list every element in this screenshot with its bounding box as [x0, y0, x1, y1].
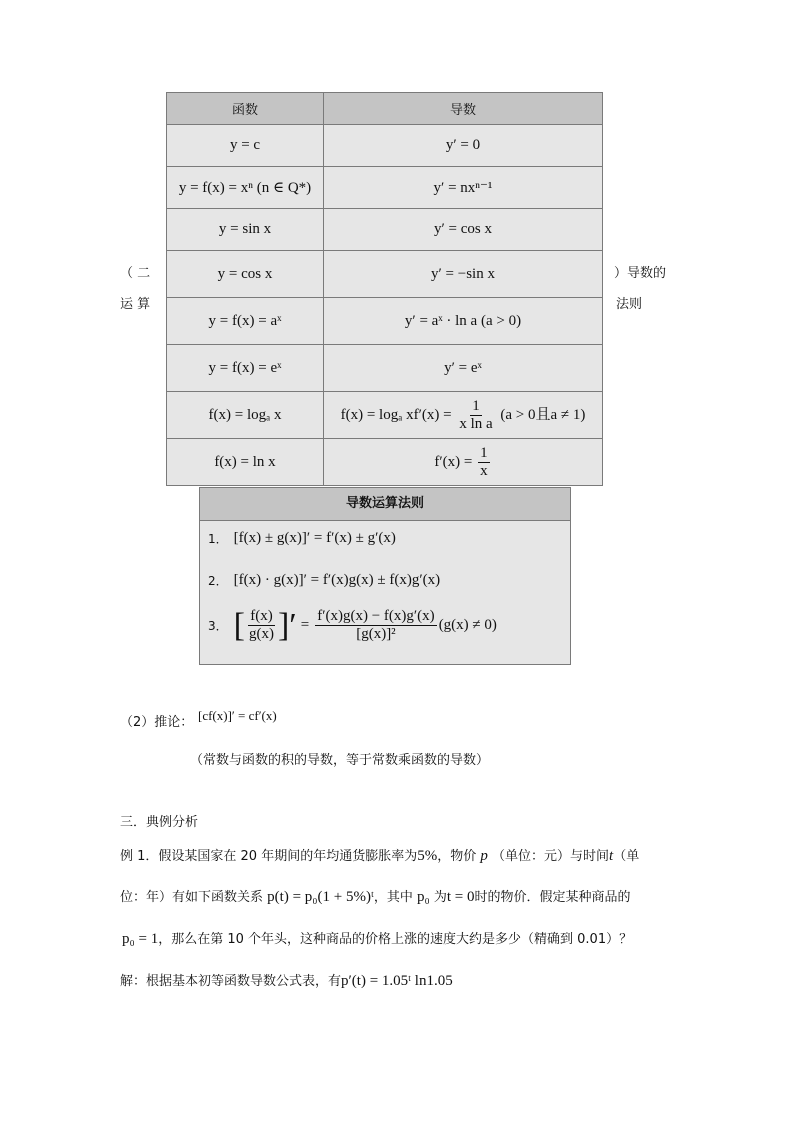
section-heading: 三．典例分析 — [120, 815, 199, 830]
function-cell: y = cos x — [167, 251, 324, 298]
corollary-expression: [cf(x)]′ = cf′(x) — [198, 708, 277, 723]
table-row — [167, 298, 603, 345]
derivative-fraction — [315, 608, 436, 643]
solution-line — [120, 970, 453, 990]
rule-expression: [f(x) ± g(x)]′ = f′(x) ± g′(x) — [233, 530, 396, 546]
header-derivative: 导数 — [324, 93, 603, 125]
derivative-formula-table — [166, 92, 603, 486]
example-text: ，那么在第 10 个年头，这种商品的价格上涨的速度大约是多少（精确到 0.01）？ — [158, 932, 633, 947]
derivative-cell: y′ = eˣ — [324, 345, 603, 392]
table-row — [167, 125, 603, 167]
example-line-2 — [120, 886, 631, 906]
fraction-numerator: 1 — [480, 444, 488, 461]
derivative-condition: (a > 0且a ≠ 1) — [500, 406, 586, 423]
fraction-denominator: g(x) — [248, 626, 274, 642]
example-line-1 — [120, 845, 639, 865]
initial-price-value: p₀ = 1 — [122, 931, 159, 947]
function-cell: f(x) = ln x — [167, 439, 324, 486]
derivative-cell — [324, 439, 603, 486]
derivative-prefix: f′(x) = — [434, 453, 473, 470]
left-bracket: [ — [233, 606, 245, 644]
derivative-rules-box — [199, 487, 571, 665]
price-symbol: p — [480, 848, 488, 864]
derivative-prefix: f(x) = logₐ xf′(x) = — [340, 406, 452, 423]
example-line-3 — [122, 928, 632, 948]
equals-sign: = — [300, 617, 310, 633]
rule-item — [208, 608, 497, 643]
example-text: 位：年）有如下函数关系 — [120, 890, 264, 905]
initial-price-symbol: p₀ — [416, 889, 430, 905]
derivative-cell: y′ = aˣ · ln a (a > 0) — [324, 298, 603, 345]
derivative-cell — [324, 392, 603, 439]
header-function: 函数 — [167, 93, 324, 125]
rule-number: 3． — [208, 619, 228, 633]
fraction-denominator: x — [480, 462, 488, 479]
fraction-denominator: x ln a — [459, 415, 493, 432]
example-text: ，物价 — [437, 849, 477, 864]
function-cell: y = sin x — [167, 209, 324, 251]
fraction — [457, 398, 494, 433]
rule-item — [208, 530, 396, 547]
solution-formula: p′(t) = 1.05ᵗ ln1.05 — [341, 973, 453, 989]
fraction-numerator: f′(x)g(x) − f(x)g′(x) — [317, 608, 435, 624]
derivative-cell: y′ = 0 — [324, 125, 603, 167]
time-zero: t = 0 — [446, 889, 475, 905]
example-text: （单位：元）与时间 — [492, 849, 610, 864]
function-cell: y = f(x) = aˣ — [167, 298, 324, 345]
side-label-left-bottom: 运 算 — [120, 297, 151, 312]
derivative-cell: y′ = −sin x — [324, 251, 603, 298]
rule-condition: (g(x) ≠ 0) — [438, 617, 497, 633]
solution-text: 解：根据基本初等函数导数公式表，有 — [120, 974, 342, 989]
table-row — [167, 251, 603, 298]
rule-item — [208, 572, 440, 589]
rule-number: 2． — [208, 574, 228, 588]
corollary-label: （2）推论： — [120, 715, 194, 730]
fraction-denominator: [g(x)]² — [356, 626, 396, 642]
rules-title: 导数运算法则 — [200, 488, 570, 521]
side-label-left-top: （ 二 — [120, 266, 151, 281]
example-text: ，其中 — [373, 890, 413, 905]
derivative-cell: y′ = nxⁿ⁻¹ — [324, 167, 603, 209]
rule-expression: [f(x) · g(x)]′ = f′(x)g(x) ± f(x)g′(x) — [233, 572, 441, 588]
corollary-note: （常数与函数的积的导数，等于常数乘函数的导数） — [190, 753, 490, 768]
quotient-fraction — [247, 608, 276, 643]
fraction-numerator: 1 — [472, 397, 480, 414]
fraction-numerator: f(x) — [250, 608, 273, 624]
example-text: （单 — [613, 849, 640, 864]
side-label-right-top: ）导数的 — [614, 266, 667, 281]
function-cell: y = f(x) = xⁿ (n ∈ Q*) — [167, 167, 324, 209]
table-row — [167, 439, 603, 486]
rule-number: 1． — [208, 532, 228, 546]
table-row — [167, 392, 603, 439]
example-text: 为 — [433, 890, 447, 905]
function-cell: y = f(x) = eˣ — [167, 345, 324, 392]
function-cell: f(x) = logₐ x — [167, 392, 324, 439]
table-row — [167, 345, 603, 392]
table-row — [167, 167, 603, 209]
example-text: 时的物价．假定某种商品的 — [474, 890, 631, 905]
table-header-row — [167, 93, 603, 125]
right-bracket: ]′ — [277, 606, 297, 644]
derivative-cell: y′ = cos x — [324, 209, 603, 251]
function-cell: y = c — [167, 125, 324, 167]
example-text: 例 1．假设某国家在 20 年期间的年均通货膨胀率为 — [120, 849, 418, 864]
time-symbol: t — [609, 848, 614, 864]
table-row — [167, 209, 603, 251]
fraction — [478, 445, 490, 480]
side-label-right-bottom: 法则 — [616, 297, 643, 312]
inflation-rate: 5% — [417, 848, 438, 864]
price-function: p(t) = p₀(1 + 5%)ᵗ — [267, 889, 374, 905]
